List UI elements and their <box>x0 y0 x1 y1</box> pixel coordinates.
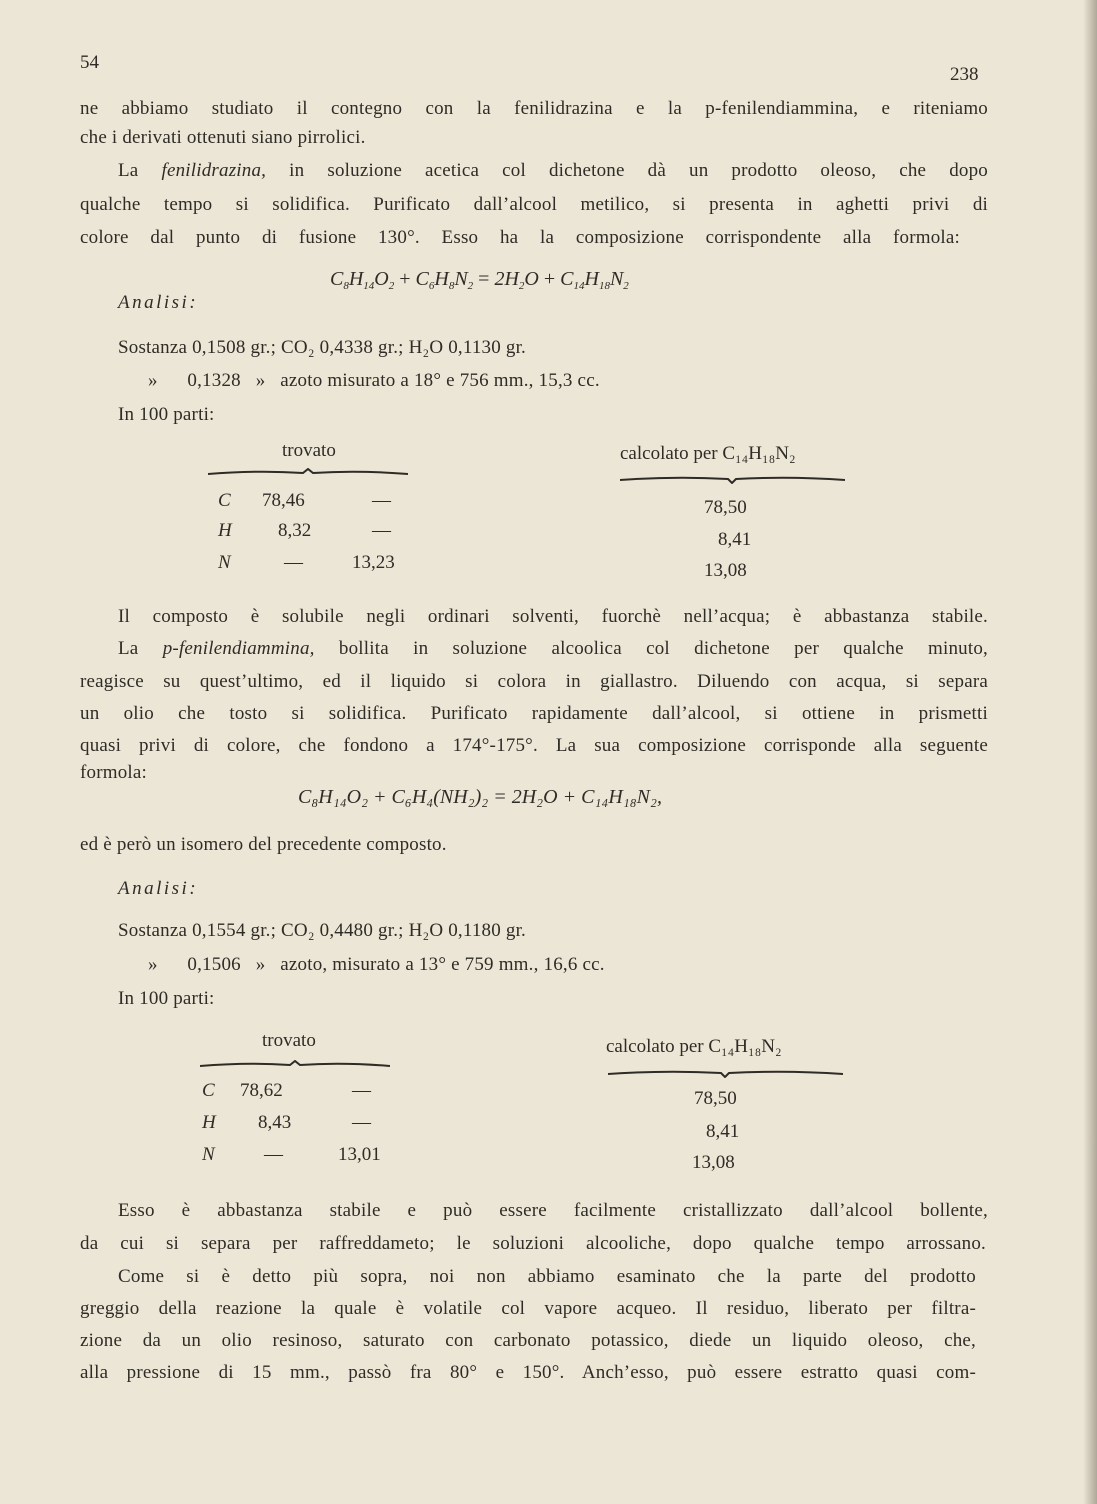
table-cell: — <box>284 552 303 573</box>
text-line: colore dal punto di fusione 130°. Esso ha la composizione corrispondente alla formola: <box>80 227 960 248</box>
analysis-heading: Analisi: <box>118 292 199 313</box>
table-cell: — <box>372 520 391 541</box>
table-cell: — <box>264 1144 283 1165</box>
found-header: trovato <box>262 1030 316 1051</box>
table-cell: — <box>352 1112 371 1133</box>
text-line: La fenilidrazina, in soluzione acetica col dichetone dà un prodotto oleoso, che dopo <box>118 160 988 181</box>
text-line: » 0,1328 » azoto misurato a 18° e 756 mm., 15,3 cc. <box>148 370 600 391</box>
text-line: zione da un olio resinoso, saturato con carbonato potassico, diede un liquido oleoso, che, <box>80 1330 976 1351</box>
table-cell: H <box>218 520 232 541</box>
table-cell: — <box>352 1080 371 1101</box>
page-number-right: 238 <box>950 64 979 85</box>
table-cell: N <box>202 1144 215 1165</box>
analysis-heading: Analisi: <box>118 878 199 899</box>
reaction-formula: $C_8H_{14}O_2 + C_6H_8N_2 = 2H_2O + C_{14}H_{18}N_2$ <box>330 268 629 292</box>
calc-header: calcolato per C₁₄H₁₈N₂ <box>620 443 796 464</box>
text-line: reagisce su quest’ultimo, ed il liquido si colora in giallastro. Diluendo con acqua, si separa <box>80 671 988 692</box>
brace-calc <box>620 474 845 484</box>
brace-found <box>208 468 408 478</box>
table-cell: 78,50 <box>694 1088 737 1109</box>
table-cell: 78,62 <box>240 1080 283 1101</box>
text-line: quasi privi di colore, che fondono a 174°-175°. La sua composizione corrisponde alla seguente <box>80 735 988 756</box>
text-line: che i derivati ottenuti siano pirrolici. <box>80 127 366 148</box>
text-line: Come si è detto più sopra, noi non abbiamo esaminato che la parte del prodotto <box>118 1266 976 1287</box>
text-line: ne abbiamo studiato il contegno con la fenilidrazina e la p-fenilendiammina, e riteniamo <box>80 98 988 119</box>
table-cell: 13,23 <box>352 552 395 573</box>
text-line: Sostanza 0,1554 gr.; CO₂ 0,4480 gr.; H₂O 0,1180 gr. <box>118 920 527 941</box>
page-edge-shadow <box>1083 0 1097 1504</box>
table-cell: 13,08 <box>704 560 747 581</box>
table-cell: 13,08 <box>692 1152 735 1173</box>
text-line: La p-fenilendiammina, bollita in soluzione alcoolica col dichetone per qualche minuto, <box>118 638 988 659</box>
calc-header: calcolato per C₁₄H₁₈N₂ <box>606 1036 782 1057</box>
text-line: da cui si separa per raffreddameto; le soluzioni alcooliche, dopo qualche tempo arrossano. <box>80 1233 986 1254</box>
text-line: un olio che tosto si solidifica. Purificato rapidamente dall’alcool, si ottiene in prismetti <box>80 703 988 724</box>
table-cell: 8,41 <box>718 529 752 550</box>
brace-calc <box>608 1068 843 1078</box>
text-line: ed è però un isomero del precedente composto. <box>80 834 447 855</box>
text-line: Esso è abbastanza stabile e può essere facilmente cristallizzato dall’alcool bollente, <box>118 1200 988 1221</box>
page-number-left: 54 <box>80 52 99 73</box>
table-cell: C <box>218 490 231 511</box>
table-cell: C <box>202 1080 215 1101</box>
text-line: Sostanza 0,1508 gr.; CO₂ 0,4338 gr.; H₂O 0,1130 gr. <box>118 337 527 358</box>
table-cell: H <box>202 1112 216 1133</box>
text-line: alla pressione di 15 mm., passò fra 80° e 150°. Anch’esso, può essere estratto quasi com- <box>80 1362 976 1383</box>
text-line: In 100 parti: <box>118 404 215 425</box>
text-line: » 0,1506 » azoto, misurato a 13° e 759 mm., 16,6 cc. <box>148 954 605 975</box>
table-cell: 8,32 <box>278 520 312 541</box>
text-line: formola: <box>80 762 148 783</box>
table-cell: — <box>372 490 391 511</box>
table-cell: 78,46 <box>262 490 305 511</box>
brace-found <box>200 1060 390 1070</box>
text-line: qualche tempo si solidifica. Purificato dall’alcool metilico, si presenta in aghetti privi di <box>80 194 988 215</box>
text-line: Il composto è solubile negli ordinari solventi, fuorchè nell’acqua; è abbastanza stabile. <box>118 606 988 627</box>
table-cell: 13,01 <box>338 1144 381 1165</box>
reaction-formula: C₈H₁₄O₂ + C₆H₄(NH₂)₂ = 2H₂O + C₁₄H₁₈N₂, <box>298 786 662 808</box>
text-line: greggio della reazione la quale è volatile col vapore acqueo. Il residuo, liberato per filtra- <box>80 1298 976 1319</box>
found-header: trovato <box>282 440 336 461</box>
table-cell: 8,41 <box>706 1121 740 1142</box>
table-cell: N <box>218 552 231 573</box>
table-cell: 8,43 <box>258 1112 292 1133</box>
table-cell: 78,50 <box>704 497 747 518</box>
text-line: In 100 parti: <box>118 988 215 1009</box>
